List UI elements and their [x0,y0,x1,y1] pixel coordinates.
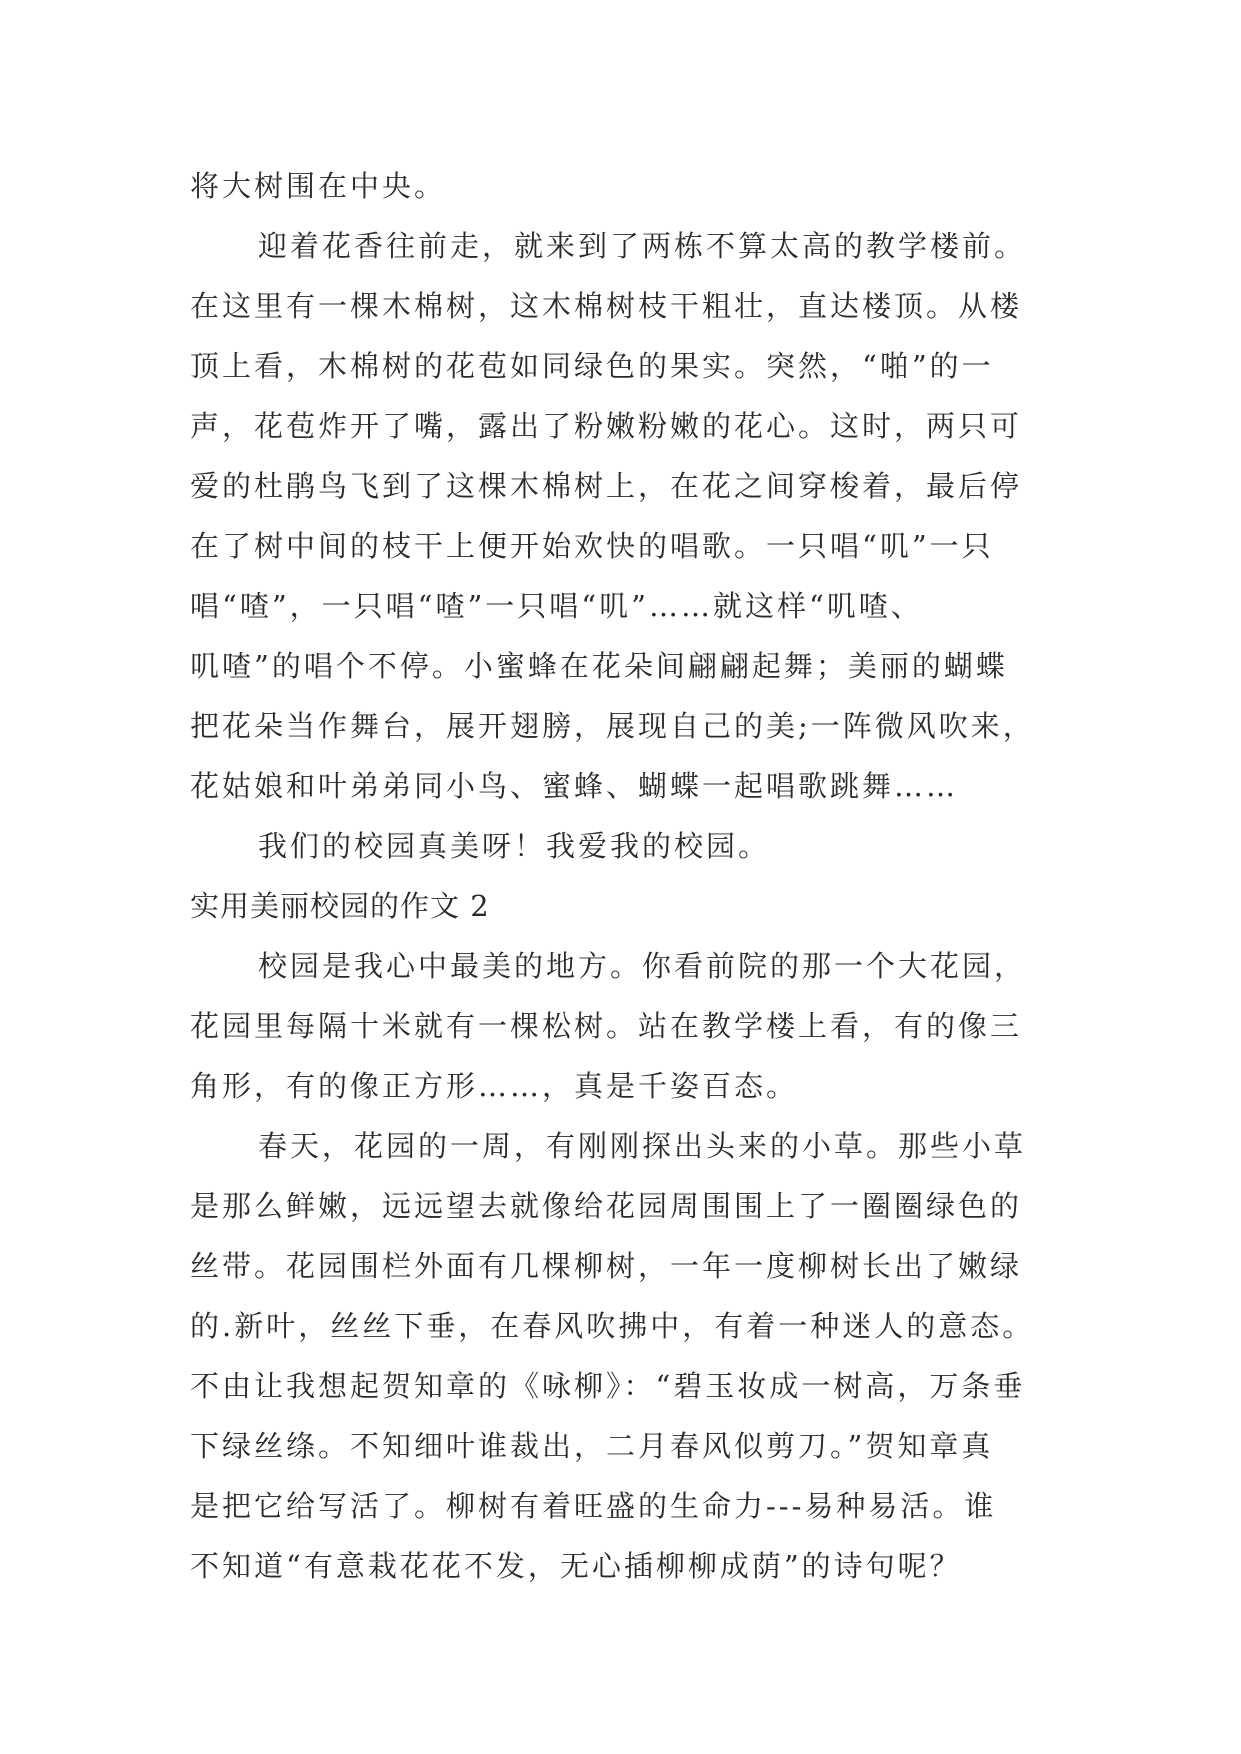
text-line: 顶上看，木棉树的花苞如同绿色的果实。突然，“啪”的一 [190,349,994,383]
text-line: 是把它给写活了。柳树有着旺盛的生命力---易种易活。谁 [190,1489,997,1523]
text-line: 角形，有的像正方形……，真是千姿百态。 [190,1069,799,1103]
paragraph-closing [190,816,1070,876]
text-line: 爱的杜鹃鸟飞到了这棵木棉树上，在花之间穿梭着，最后停 [190,469,1023,503]
paragraph-continuation [190,156,1070,216]
text-line: 在这里有一棵木棉树，这木棉树枝干粗壮，直达楼顶。从楼 [190,289,1023,323]
text-line: 花园里每隔十米就有一棵松树。站在教学楼上看，有的像三 [190,1009,1023,1043]
text-line: 把花朵当作舞台，展开翅膀，展现自己的美;一阵微风吹来， [190,709,1035,743]
text-line: 将大树围在中央。 [190,169,447,203]
text-line: 不由让我想起贺知章的《咏柳》：“碧玉妆成一树高，万条垂 [190,1369,1026,1403]
text-line: 花姑娘和叶弟弟同小鸟、蜜蜂、蝴蝶一起唱歌跳舞…… [190,769,959,803]
text-line: 的.新叶，丝丝下垂，在春风吹拂中，有着一种迷人的意态。 [190,1309,1035,1343]
text-line: 迎着花香往前走，就来到了两栋不算太高的教学楼前。 [258,229,1027,263]
essay-heading [190,876,1070,936]
text-line: 下绿丝绦。不知细叶谁裁出，二月春风似剪刀。”贺知章真 [190,1429,994,1463]
text-line: 丝带。花园围栏外面有几棵柳树，一年一度柳树长出了嫩绿 [190,1249,1023,1283]
paragraph-garden-intro [190,936,1070,1116]
text-line: 声，花苞炸开了嘴，露出了粉嫩粉嫩的花心。这时，两只可 [190,409,1023,443]
text-line: 不知道“有意栽花花不发，无心插柳柳成荫”的诗句呢？ [190,1549,962,1583]
text-line: 在了树中间的枝干上便开始欢快的唱歌。一只唱“叽”一只 [190,529,994,563]
paragraph-kapok-tree [190,216,1070,816]
paragraph-spring [190,1116,1070,1596]
text-line: 我们的校园真美呀！我爱我的校园。 [258,829,771,863]
text-line: 校园是我心中最美的地方。你看前院的那一个大花园， [258,949,1027,983]
text-line: 春天，花园的一周，有刚刚探出头来的小草。那些小草 [258,1129,1027,1163]
text-line: 唱“喳”，一只唱“喳”一只唱“叽”……就这样“叽喳、 [190,589,923,623]
section-title: 实用美丽校园的作文 2 [190,889,490,923]
document-body [190,156,1070,1596]
text-line: 是那么鲜嫩，远远望去就像给花园周围围上了一圈圈绿色的 [190,1189,1023,1223]
text-line: 叽喳”的唱个不停。小蜜蜂在花朵间翩翩起舞；美丽的蝴蝶 [190,649,1008,683]
